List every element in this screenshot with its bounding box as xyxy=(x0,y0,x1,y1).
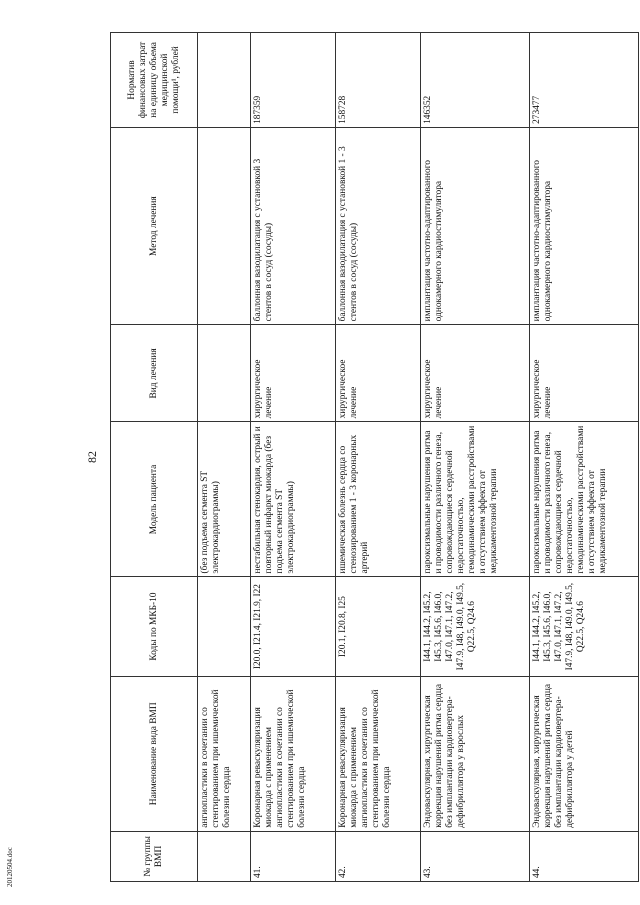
cell-name: Эндоваскулярная, хирургическая коррекция нарушений ритма сердца без имплантации кардиовертера-дефибриллятора у взрослых xyxy=(421,676,530,831)
cell-codes: I20.1, I20.8, I25 xyxy=(336,577,421,676)
cell-no xyxy=(198,831,251,881)
cell-codes xyxy=(198,577,251,676)
cell-name: Эндоваскулярная, хирургическая коррекция нарушений ритма сердца без имплантации кардиовертера-дефибриллятора у детей xyxy=(530,676,639,831)
cell-no: 43. xyxy=(421,831,530,881)
cell-norm: 187359 xyxy=(251,33,336,128)
cell-method: имплантация частотно-адаптированного однокамерного кардиостимулятора xyxy=(530,127,639,324)
table-row xyxy=(336,33,421,882)
cell-no: 41. xyxy=(251,831,336,881)
cell-no: 44. xyxy=(530,831,639,881)
header-group-no: № группы ВМП xyxy=(111,831,198,881)
header-cost-norm: Норматив финансовых затрат на единицу объема медицинской помощи¹, рублей xyxy=(111,33,198,128)
cell-type: хирургическое лечение xyxy=(530,325,639,422)
header-treatment-method: Метод лечения xyxy=(111,127,198,324)
cell-name: ангиопластики в сочетании со стентированием при ишемической болезни сердца xyxy=(198,676,251,831)
cell-norm: 158728 xyxy=(336,33,421,128)
header-vmp-name: Наименование вида ВМП xyxy=(111,676,198,831)
cell-norm: 273477 xyxy=(530,33,639,128)
vmp-table xyxy=(110,32,639,882)
cell-model: нестабильная стенокардия, острый и повторный инфаркт миокарда (без подъема сегмента ST электрокардиограммы) xyxy=(251,422,336,577)
cell-model: (без подъема сегмента ST электрокардиограммы) xyxy=(198,422,251,577)
cell-model: пароксизмальные нарушения ритма и проводимости различного генеза, сопровождающиеся сердечной недостаточностью, гемодинамическими расстройствами и отсутствием эффекта от медикаментозной терапии xyxy=(530,422,639,577)
cell-model: пароксизмальные нарушения ритма и проводимости различного генеза, сопровождающиеся сердечной недостаточностью, гемодинамическими расстройствами и отсутствием эффекта от медикаментозной терапии xyxy=(421,422,530,577)
cell-norm: 146352 xyxy=(421,33,530,128)
page-number: 82 xyxy=(85,451,99,463)
table-header-row xyxy=(111,33,198,882)
table-row-continuation xyxy=(198,33,251,882)
cell-codes: I20.0, I21.4, I21.9, I22 xyxy=(251,577,336,676)
cell-method: баллонная вазодилатация с установкой 1 - 3 стентов в сосуд (сосуды) xyxy=(336,127,421,324)
cell-method xyxy=(198,127,251,324)
footer-filename-wrap xyxy=(6,847,30,901)
rotated-content xyxy=(82,32,617,882)
footer-filename: 20120504.doc xyxy=(6,847,14,887)
header-icd-codes: Коды по МКБ-10 xyxy=(111,577,198,676)
cell-method: имплантация частотно-адаптированного однокамерного кардиостимулятора xyxy=(421,127,530,324)
cell-method: баллонная вазодилатация с установкой 3 стентов в сосуд (сосуды) xyxy=(251,127,336,324)
cell-type: хирургическое лечение xyxy=(336,325,421,422)
header-treatment-type: Вид лечения xyxy=(111,325,198,422)
cell-model: ишемическая болезнь сердца со стенозированием 1 - 3 коронарных артерий xyxy=(336,422,421,577)
cell-type: хирургическое лечение xyxy=(421,325,530,422)
header-patient-model: Модель пациента xyxy=(111,422,198,577)
table-row xyxy=(251,33,336,882)
table-row xyxy=(530,33,639,882)
cell-type xyxy=(198,325,251,422)
table-row xyxy=(421,33,530,882)
cell-codes: I44.1, I44.2, I45.2, I45.3, I45.6, I46.0, I47.0, I47.1, I47.2, I47.9, I48, I49.0, I49.5, Q22.5, Q24.6 xyxy=(421,577,530,676)
cell-codes: I44.1, I44.2, I45.2, I45.3, I45.6, I46.0, I47.0, I47.1, I47.2, I47.9, I48, I49.0, I49.5, Q22.5, Q24.6 xyxy=(530,577,639,676)
cell-no: 42. xyxy=(336,831,421,881)
cell-name: Коронарная реваскуляризация миокарда с применением ангиопластики в сочетании со стентированием при ишемической болезни сердца xyxy=(336,676,421,831)
cell-type: хирургическое лечение xyxy=(251,325,336,422)
cell-norm xyxy=(198,33,251,128)
cell-name: Коронарная реваскуляризация миокарда с применением ангиопластики в сочетании со стентированием при ишемической болезни сердца xyxy=(251,676,336,831)
